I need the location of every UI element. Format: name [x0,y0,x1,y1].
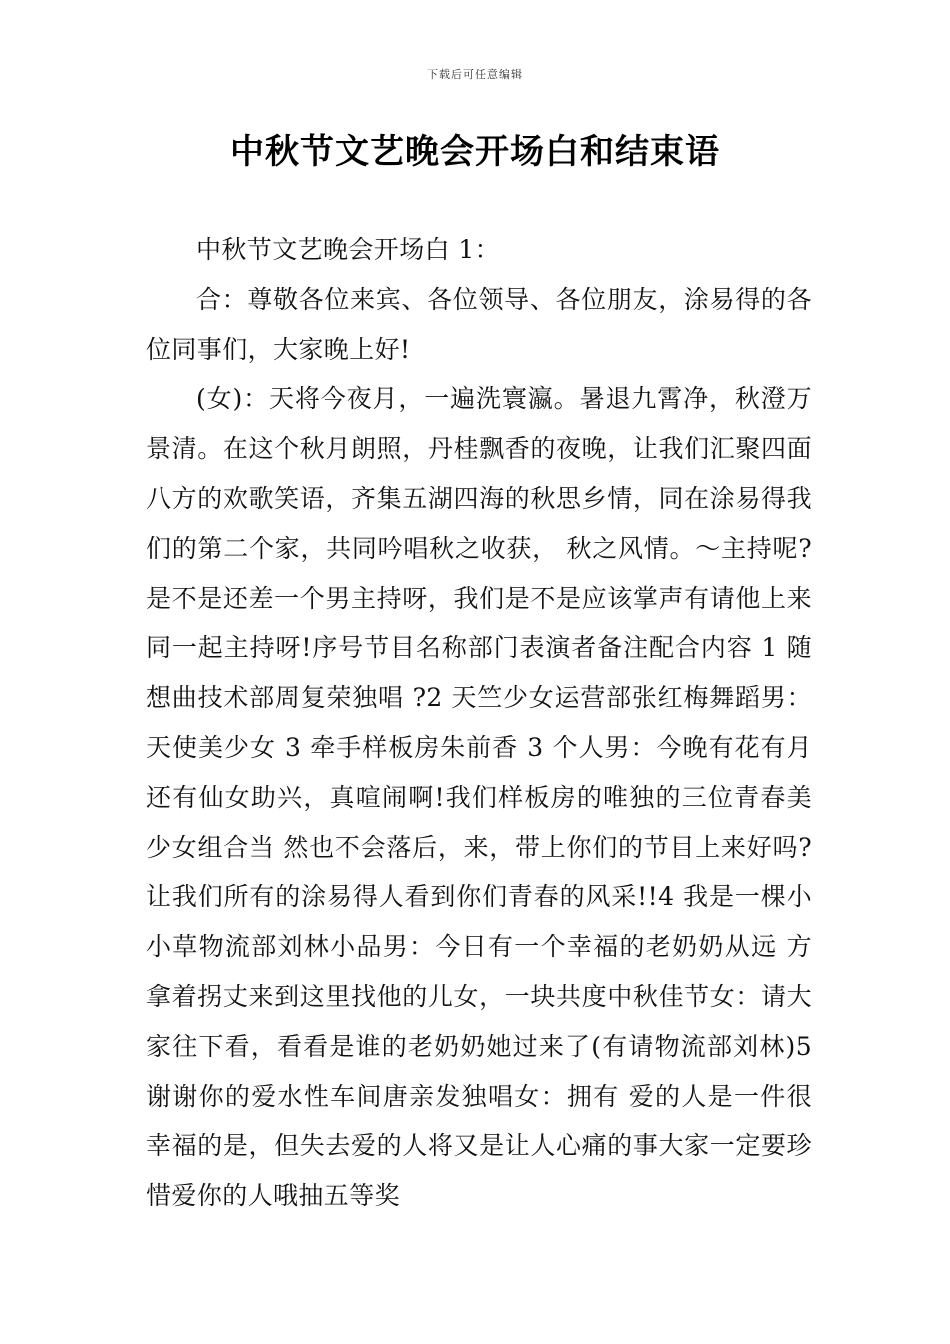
document-body [146,225,812,1221]
paragraph-main: (女)：天将今夜月，一遍洗寰瀛。暑退九霄净，秋澄万景清。在这个秋月朗照，丹桂飘香的夜晚，让我们汇聚四面八方的欢歌笑语，齐集五湖四海的秋思乡情，同在涂易得我们的第二个家，共同吟唱秋之收获， 秋之风情。～主持呢?是不是还差一个男主持呀，我们是不是应该掌声有请他上来同一起主持呀!序号节目名称部门表演者备注配合内容 1 随想曲技术部周复荣独唱 ?2 天竺少女运营部张红梅舞蹈男：天使美少女 3 牵手样板房朱前香 3 个人男：今晚有花有月还有仙女助兴，真喧闹啊!我们样板房的唯独的三位青春美少女组合当 然也不会落后，来，带上你们的节目上来好吗?让我们所有的涂易得人看到你们青春的风采!!4 我是一棵小小草物流部刘林小品男：今日有一个幸福的老奶奶从远 方拿着拐丈来到这里找他的儿女，一块共度中秋佳节女：请大家往下看，看看是谁的老奶奶她过来了(有请物流部刘林)5 谢谢你的爱水性车间唐亲发独唱女：拥有 爱的人是一件很幸福的是，但失去爱的人将又是让人心痛的事大家一定要珍惜爱你的人哦抽五等奖 [146,384,812,1211]
paragraph-heading: 中秋节文艺晚会开场白 1： [196,235,501,264]
paragraph-greeting: 合：尊敬各位来宾、各位领导、各位朋友，涂易得的各位同事们，大家晚上好! [146,284,812,364]
document-title: 中秋节文艺晚会开场白和结束语 [230,132,720,172]
header-note: 下载后可任意编辑 [427,68,523,81]
